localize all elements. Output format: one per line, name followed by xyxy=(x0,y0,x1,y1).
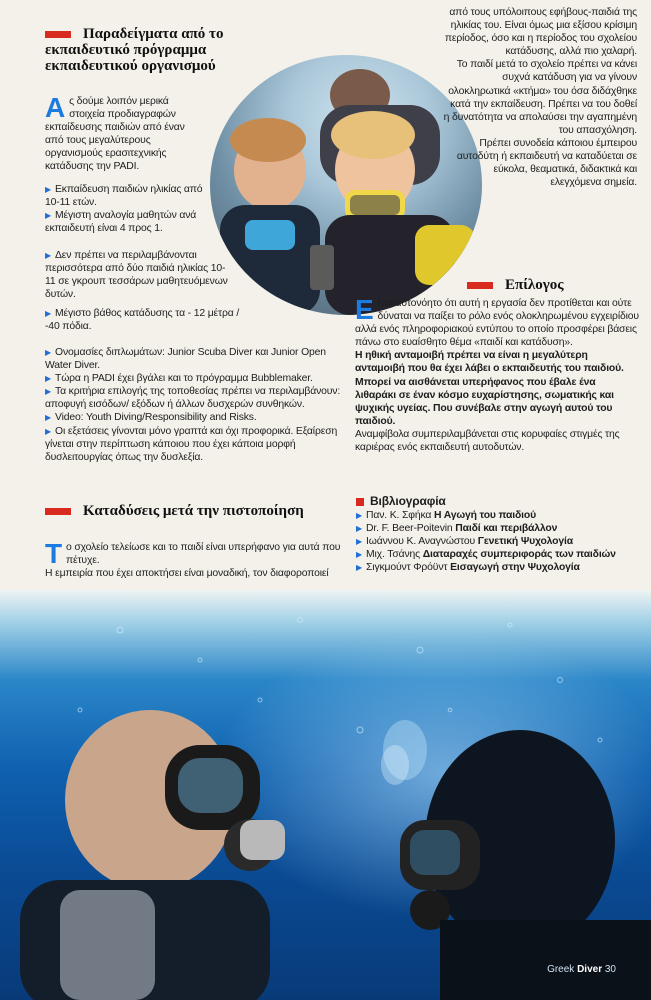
blue-triangle-bullet-icon: ▶ xyxy=(356,550,363,560)
blue-triangle-bullet-icon: ▶ xyxy=(356,563,363,573)
blue-triangle-bullet-icon: ▶ xyxy=(45,251,52,260)
bibliography-item xyxy=(356,522,640,535)
page-number: 30 xyxy=(604,964,616,975)
blue-triangle-bullet-icon: ▶ xyxy=(45,185,52,194)
epilogue-text-3: Αναμφίβολα συμπεριλαμβάνεται στις κορυφαίες στιγμές της καριέρας ενός εκπαιδευτή αυτοδυτών. xyxy=(355,428,620,454)
right-column-text xyxy=(442,6,637,189)
drop-cap: Α xyxy=(45,92,66,123)
red-square-icon xyxy=(356,498,364,506)
blue-triangle-bullet-icon: ▶ xyxy=(45,348,52,357)
list-item-text: Μέγιστο βάθος κατάδυσης τα - 12 μέτρα / -40 πόδια. xyxy=(45,308,240,333)
footer-brand: Greek xyxy=(547,964,575,975)
list-item xyxy=(45,425,345,464)
bibliography xyxy=(356,493,640,574)
intro-text: ς δούμε λοιπόν μερικά στοιχεία προδιαγραφών εκπαίδευσης παιδιών από έναν από τους μεγαλύτερους οργανισμούς ερασιτεχνικής κατάδυσης την PADI. xyxy=(45,96,185,173)
section1-heading xyxy=(45,26,255,74)
list-item xyxy=(45,411,345,424)
bullet-list-c xyxy=(45,307,245,333)
bib-author: Παν. Κ. Σφήκα xyxy=(366,510,432,521)
section2-heading xyxy=(45,503,305,519)
footer-brand-bold: Diver xyxy=(577,964,603,975)
underwater-divers-photo xyxy=(0,590,651,1000)
list-item-text: Ονομασίες διπλωμάτων: Junior Scuba Diver και Junior Open Water Diver. xyxy=(45,347,326,372)
bib-title: Διαταραχές συμπεριφοράς των παιδιών xyxy=(422,549,616,561)
list-item-text: Video: Youth Diving/Responsibility and Risks. xyxy=(55,412,257,424)
list-item-text: Οι εξετάσεις γίνονται μόνο γραπτά και όχι προφορικά. Εξαίρεση γίνεται στην περίπτωση κάποιου που έχει κάποια μορφή δυσλειτουργίας όπως την δυσλεξία. xyxy=(45,425,338,463)
list-item-text: Τα κριτήρια επιλογής της τοποθεσίας πρέπει να περιλαμβάνουν: αποφυγή εισόδων/ εξόδων ή άλλων δυσχερών συνθηκών. xyxy=(45,386,341,411)
red-bar-icon xyxy=(45,508,71,515)
blue-triangle-bullet-icon: ▶ xyxy=(356,524,363,534)
blue-triangle-bullet-icon: ▶ xyxy=(356,511,363,520)
bib-author: Ιωάννου Κ. Αναγνώστου xyxy=(366,536,476,548)
blue-triangle-bullet-icon: ▶ xyxy=(45,413,52,423)
bib-author: Μιχ. Τσάνης xyxy=(366,549,420,561)
blue-triangle-bullet-icon: ▶ xyxy=(45,309,52,318)
list-item xyxy=(45,385,345,411)
list-item xyxy=(45,307,245,333)
blue-triangle-bullet-icon: ▶ xyxy=(45,387,52,397)
epilogue-text-2: Η ηθική ανταμοιβή πρέπει να είναι η μεγαλύτερη ανταμοιβή που θα έχει λάβει ο εκπαιδευτής του παιδιού. Μπορεί να αισθάνεται υπερήφανος που έβαλε ένα λιθαράκι σε έναν κόσμο ευχαρίστησης, σωματικής και ψυχικής υγείας. Που συνέβαλε στην αγωγή αυτού του παιδιού. xyxy=(355,350,624,427)
list-item-text: Δεν πρέπει να περιλαμβάνονται περισσότερα από δύο παιδιά ηλικίας 10-11 σε γκρουπ τεσσάρων μαθητευόμενων δυτών. xyxy=(45,250,228,301)
list-item-text: Μέγιστη αναλογία μαθητών ανά εκπαιδευτή είναι 4 προς 1. xyxy=(45,210,197,235)
section2-text-2: Η εμπειρία που έχει αποκτήσει είναι μοναδική, τον διαφοροποιεί xyxy=(45,568,329,580)
right-para-3: Πρέπει συνοδεία κάποιου έμπειρου αυτοδύτη ή εκπαιδευτή να καταδύεται σε εύκολα, θεαματικά, διδακτικά και ελεγχόμενα σημεία. xyxy=(456,137,637,189)
bib-title: Γενετική Ψυχολογία xyxy=(477,536,573,548)
list-item xyxy=(45,372,345,385)
red-bar-icon xyxy=(45,31,71,38)
list-item xyxy=(45,249,230,301)
bib-title: Παιδί και περιβάλλον xyxy=(455,523,558,535)
epilogue-body xyxy=(355,294,639,454)
epilogue-text-1: ίναι αυτονόητο ότι αυτή η εργασία δεν προτίθεται και ούτε δύναται να παίξει το ρόλο ενός ολοκληρωμένου εγχειρίδιου αλλά ενός πληροφοριακού εντύπου το οποίο προσφέρει βάσεις πάνω στο ευαίσθητο θέμα «παιδί και κατάδυση». xyxy=(355,298,639,349)
blue-triangle-bullet-icon: ▶ xyxy=(356,537,363,547)
bib-title: Εισαγωγή στην Ψυχολογία xyxy=(450,562,580,574)
section2-body xyxy=(45,538,345,580)
list-item xyxy=(45,183,213,209)
epilogue-heading xyxy=(467,277,637,293)
bibliography-heading xyxy=(356,493,640,509)
bibliography-item xyxy=(356,535,640,548)
section2-text: ο σχολείο τελείωσε και το παιδί είναι υπερήφανο για αυτά που πέτυχε. xyxy=(65,542,341,567)
bib-author: Dr. F. Beer-Poitevin xyxy=(366,523,453,535)
bullet-list-d xyxy=(45,346,345,464)
list-item xyxy=(45,346,345,372)
page-footer xyxy=(547,964,616,975)
red-bar-icon xyxy=(467,282,493,289)
list-item-text: Τώρα η PADI έχει βγάλει και το πρόγραμμα Bubblemaker. xyxy=(55,373,313,385)
section1-intro xyxy=(45,92,205,174)
bullet-list-a xyxy=(45,183,213,235)
right-para-1: από τους υπόλοιπους εφήβους-παιδιά της ηλικίας του. Είναι όμως μια εξίσου κρίσιμη περίοδος, όσο και η περίοδος του σχολείου κατάδυσης, αλλά πιο χαλαρή. xyxy=(444,7,637,58)
bibliography-item xyxy=(356,509,640,522)
blue-triangle-bullet-icon: ▶ xyxy=(45,426,52,436)
drop-cap: Τ xyxy=(45,538,62,569)
bibliography-item xyxy=(356,561,640,574)
blue-triangle-bullet-icon: ▶ xyxy=(45,211,52,221)
bibliography-item xyxy=(356,548,640,561)
list-item-text: Εκπαίδευση παιδιών ηλικίας από 10-11 ετών. xyxy=(45,184,203,209)
blue-triangle-bullet-icon: ▶ xyxy=(45,374,52,384)
section1-heading-text: Παραδείγματα από το εκπαιδευτικό πρόγραμμα εκπαιδευτικού οργανισμού xyxy=(45,26,224,74)
divers-illustration xyxy=(0,590,651,1000)
bib-title: Η Αγωγή του παιδιού xyxy=(434,510,537,521)
right-para-2: Το παιδί μετά το σχολείο πρέπει να κάνει συχνά κατάδυση για να γίνουν ολοκληρωτικά «κτήμα» του όσα διδάχθηκε κατά την εκπαίδευση. Πρέπει να του δοθεί η δυνατότητα να απολαύσει την αγαπημένη του απασχόληση. xyxy=(443,59,637,136)
bib-author: Σιγκμούντ Φρόϋντ xyxy=(366,562,448,574)
list-item xyxy=(45,209,213,235)
bibliography-heading-text: Βιβλιογραφία xyxy=(370,494,446,508)
epilogue-heading-text: Επίλογος xyxy=(505,277,564,293)
section2-heading-text: Καταδύσεις μετά την πιστοποίηση xyxy=(83,503,304,519)
drop-cap: Ε xyxy=(355,294,374,325)
bullet-list-b xyxy=(45,249,230,301)
